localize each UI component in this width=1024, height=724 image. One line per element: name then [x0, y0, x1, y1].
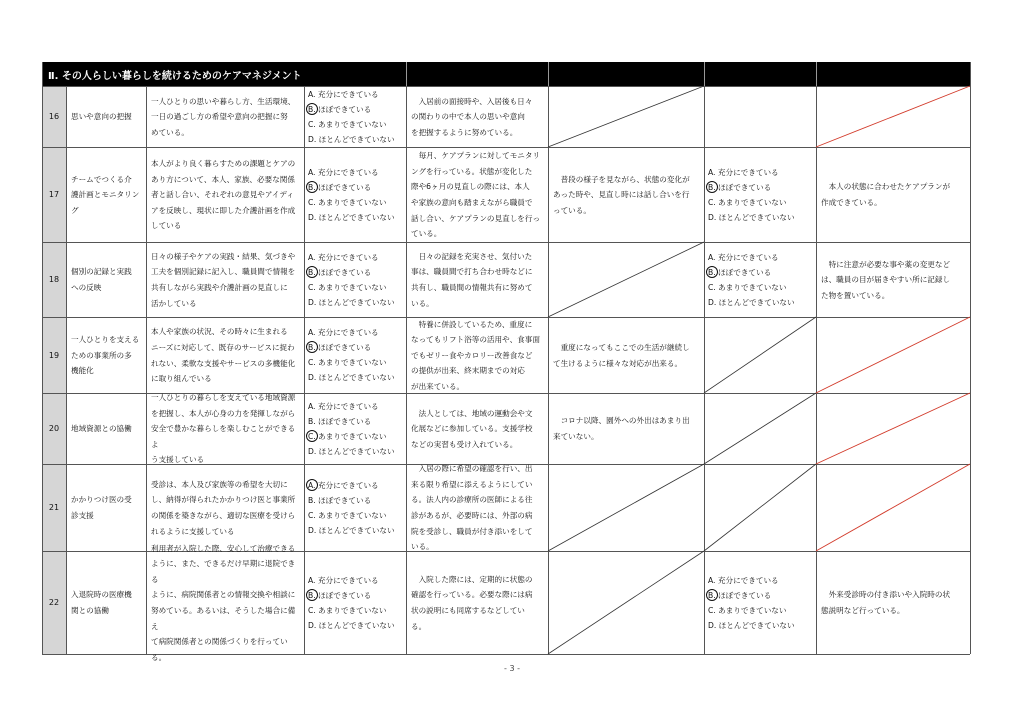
improvement-note [816, 147, 970, 242]
self-comment-text: 日々の記録を充実させ、気付いた 事は、職員間で打ち合わせ時などに 共有し、職員間の情報共有に努めて いる。 [411, 251, 533, 308]
choice-label: C. あまりできていない [708, 605, 787, 615]
choice-label: A. 充分にできている [308, 401, 379, 411]
item-description [146, 147, 304, 242]
self-choice-option [308, 102, 406, 117]
choice-label: A. 充分にできている [708, 167, 779, 177]
not-applicable-slash [548, 464, 704, 551]
choice-label: C. あまりできていない [308, 605, 387, 615]
self-choice-option [308, 370, 406, 385]
self-choice-option [308, 340, 406, 355]
self-evaluation-choice [304, 147, 406, 242]
self-choice-option [308, 265, 406, 280]
choice-label: D. ほとんどできていない [308, 373, 395, 382]
choice-label: D. ほとんどできていない [708, 297, 795, 307]
external-choices [704, 165, 816, 225]
self-choice-option [308, 165, 406, 180]
self-comment-text: 入院した際には、定期的に状態の 確認を行っている。必要な際には病 状の説明にも同席するなどしてい る。 [411, 574, 533, 631]
item-number [42, 551, 66, 654]
not-applicable-slash [548, 242, 704, 317]
choice-label: B. ほぼできている [708, 590, 772, 600]
external-choice-option [708, 618, 816, 633]
item-number-text: 18 [48, 275, 60, 284]
item-description [146, 464, 304, 551]
self-evaluation-comment [406, 242, 548, 317]
self-comment-text: 法人としては、地域の運動会や文 化展などに参加している。支援学校 などの実習も受け入れている。 [411, 408, 533, 449]
item-description [146, 543, 304, 662]
self-choice-option [308, 325, 406, 340]
self-choice-option [308, 588, 406, 603]
item-description-text: 本人や家族の状況、その時々に生まれる ニーズに対応して、既存のサービスに捉わ れない、柔軟な支援やサービスの多機能化 に取り組んでいる [151, 327, 296, 384]
external-choice-option [708, 180, 816, 195]
choice-label: C. あまりできていない [308, 119, 387, 129]
choice-label: A. 充分にできている [308, 252, 379, 262]
choice-label: B. ほぼできている [308, 495, 372, 505]
self-evaluation-comment [406, 464, 548, 551]
self-evaluation-choice [304, 393, 406, 464]
external-choice-option [708, 588, 816, 603]
external-comment-text: コロナ以降、園外への外出はあまり出 来ていない。 [553, 416, 690, 441]
choice-label: D. ほとんどできていない [308, 134, 395, 144]
item-description [146, 242, 304, 317]
selected-circle-mark [306, 181, 318, 193]
self-choice-option [308, 603, 406, 618]
item-title [66, 147, 146, 242]
choice-label: A. 充分にできている [308, 328, 379, 337]
self-comment-text: 特養に併設しているため、重度に なってもリフト浴等の活用や、食事面 でもゼリー食やカロリー改善食など の提供が出来、終末期までの対応 が出来ている。 [411, 319, 540, 391]
not-applicable-red-slash [816, 393, 970, 464]
item-description-text: 受診は、本人及び家族等の希望を大切に し、納得が得られたかかりつけ医と事業所 の関係を築きながら、適切な医療を受けら れるように支援している [151, 479, 296, 536]
not-applicable-red-slash [816, 317, 970, 393]
selected-circle-mark [706, 589, 718, 601]
item-title-text: 個別の記録と実践 への反映 [71, 267, 132, 292]
external-evaluation-choice [704, 551, 816, 654]
self-choice-option [308, 429, 406, 444]
item-number [42, 147, 66, 242]
self-evaluation-comment [406, 393, 548, 464]
self-choice-option [308, 117, 406, 132]
choice-label: A. 充分にできている [708, 252, 779, 262]
item-description-text: 利用者が入院した際、安心して治療できる ように、また、できるだけ早期に退院できる ように、病院関係者との情報交換や相談に 努めている。あるいは、そうした場合に備え て病院関係者との関係づくりを行っている。 [151, 543, 296, 662]
selected-circle-mark [306, 341, 318, 353]
item-description [146, 393, 304, 464]
self-choice-option [308, 195, 406, 210]
choice-label: B. ほぼできている [308, 343, 372, 352]
external-evaluation-comment [548, 147, 704, 242]
choice-label: A. 充分にできている [308, 575, 379, 585]
selected-circle-mark [306, 103, 318, 115]
self-choice-option [308, 210, 406, 225]
choice-label: D. ほとんどできていない [308, 212, 395, 222]
improvement-note-text: 本人の状態に合わせたケアプランが 作成できている。 [821, 182, 951, 207]
self-choices [304, 87, 406, 147]
selected-circle-mark [306, 266, 318, 278]
item-description-text: 一人ひとりの暮らしを支えている地域資源 を把握し、本人が心身の力を発揮しながら 安全で豊かな暮らしを楽しむことができるよ う支援している [151, 393, 296, 465]
not-applicable-slash [704, 317, 816, 393]
choice-label: D. ほとんどできていない [308, 297, 395, 307]
choice-label: C. あまりできていない [308, 282, 387, 292]
choice-label: D. ほとんどできていない [308, 446, 395, 456]
self-evaluation-choice [304, 86, 406, 147]
external-comment-text: 普段の様子を見ながら、状態の変化が あった時や、見直し時には話し合いを行 っている。 [553, 174, 690, 215]
self-choices [304, 573, 406, 633]
external-choices [704, 573, 816, 633]
item-number-text: 20 [48, 424, 60, 433]
item-description-text: 一人ひとりの思いや暮らし方、生活環境、 一日の過ごし方の希望や意向の把握に努 めている。 [151, 96, 296, 137]
external-evaluation-choice [704, 147, 816, 242]
selected-circle-mark [306, 589, 318, 601]
external-choice-option [708, 280, 816, 295]
item-title [66, 317, 146, 393]
self-evaluation-choice [304, 317, 406, 393]
choice-label: C. あまりできていない [308, 197, 387, 207]
choice-label: B. ほぼできている [308, 416, 372, 426]
item-number-text: 22 [48, 598, 60, 607]
self-choice-option [308, 280, 406, 295]
external-choice-option [708, 265, 816, 280]
item-title [66, 393, 146, 464]
external-evaluation-comment [548, 317, 704, 393]
item-title-text: かかりつけ医の受 診支援 [71, 495, 132, 520]
self-choice-option [308, 295, 406, 310]
self-choice-option [308, 618, 406, 633]
item-title-text: チームでつくる介 護計画とモニタリン グ [71, 174, 140, 215]
selected-circle-mark [306, 430, 318, 442]
external-choice-option [708, 250, 816, 265]
item-title-text: 思いや意向の把握 [71, 112, 132, 122]
improvement-note-text: 特に注意が必要な事や薬の変更など は、職員の目が届きやすい所に記録し た物を置いている。 [821, 259, 951, 300]
choice-label: B. ほぼできている [308, 267, 372, 277]
not-applicable-slash [548, 551, 704, 654]
not-applicable-red-slash [816, 86, 970, 147]
item-title-text: 一人ひとりを支える ための事業所の多 機能化 [71, 335, 140, 376]
self-choice-option [308, 478, 406, 493]
choice-label: C. あまりできていない [308, 431, 387, 441]
item-title [66, 242, 146, 317]
self-choice-option [308, 508, 406, 523]
choice-label: A. 充分にできている [308, 480, 379, 490]
external-choice-option [708, 295, 816, 310]
self-comment-text: 入居前の面接時や、入居後も日々 の関わりの中で本人の思いや意向 を把握するように努めている。 [411, 96, 533, 137]
self-choice-option [308, 573, 406, 588]
page-number: - 3 - [504, 664, 520, 673]
item-description [146, 317, 304, 393]
improvement-note [816, 551, 970, 654]
item-number [42, 242, 66, 317]
improvement-note-text: 外来受診時の付き添いや入院時の状 態説明など行っている。 [821, 590, 951, 615]
choice-label: C. あまりできていない [708, 197, 787, 207]
self-comment-text: 毎月、ケアプランに対してモニタリ ングを行っている。状態が変化した 際や6ヶ月の見直しの際には、本人 や家族の意向も踏まえながら職員で 話し合い、ケアプランの見直しを行っ ている。 [411, 151, 541, 239]
choice-label: D. ほとんどできていない [308, 525, 395, 535]
self-choices [304, 325, 406, 385]
choice-label: B. ほぼできている [308, 182, 372, 192]
choice-label: B. ほぼできている [708, 267, 772, 277]
self-evaluation-choice [304, 242, 406, 317]
item-number [42, 317, 66, 393]
item-number [42, 86, 66, 147]
item-description-text: 日々の様子やケアの実践・結果、気づきや 工夫を個別記録に記入し、職員間で情報を 共有しながら実践や介護計画の見直しに 活かしている [151, 251, 296, 308]
choice-label: C. あまりできていない [308, 510, 387, 520]
self-choice-option [308, 414, 406, 429]
selected-circle-mark [706, 266, 718, 278]
external-choice-option [708, 573, 816, 588]
choice-label: B. ほぼできている [708, 182, 772, 192]
self-choices [304, 399, 406, 459]
self-choice-option [308, 444, 406, 459]
self-evaluation-comment [406, 317, 548, 393]
not-applicable-slash [704, 464, 816, 551]
choice-label: D. ほとんどできていない [708, 620, 795, 630]
item-title-text: 入退院時の医療機 関との協働 [71, 590, 132, 615]
self-choice-option [308, 399, 406, 414]
evaluation-sheet [42, 62, 970, 662]
self-choice-option [308, 250, 406, 265]
item-number-text: 17 [48, 190, 60, 199]
choice-label: B. ほぼできている [308, 104, 372, 114]
external-comment-text: 重度になってもここでの生活が継続し て生けるように様々な対応が出来る。 [553, 342, 690, 368]
item-number-text: 21 [48, 503, 60, 512]
self-choice-option [308, 180, 406, 195]
choice-label: B. ほぼできている [308, 590, 372, 600]
choice-label: A. 充分にできている [308, 167, 379, 177]
self-evaluation-comment [406, 86, 548, 147]
self-evaluation-comment [406, 551, 548, 654]
item-number-text: 16 [48, 112, 60, 121]
self-evaluation-choice [304, 551, 406, 654]
item-title [66, 86, 146, 147]
choice-label: A. 充分にできている [308, 89, 379, 99]
self-choices [304, 250, 406, 310]
external-evaluation-choice [704, 242, 816, 317]
not-applicable-slash [704, 393, 816, 464]
item-title [66, 551, 146, 654]
item-number [42, 393, 66, 464]
item-number [42, 464, 66, 551]
not-applicable-slash [548, 86, 704, 147]
item-description-text: 本人がより良く暮らすための課題とケアの あり方について、本人、家族、必要な関係 者と話し合い、それぞれの意見やアイディ アを反映し、現状に即した介護計画を作成 している [151, 159, 296, 231]
self-choice-option [308, 523, 406, 538]
choice-label: A. 充分にできている [708, 575, 779, 585]
external-choice-option [708, 165, 816, 180]
choice-label: D. ほとんどできていない [708, 212, 795, 222]
self-choices [304, 165, 406, 225]
improvement-note [816, 242, 970, 317]
self-choice-option [308, 355, 406, 370]
choice-label: D. ほとんどできていない [308, 620, 395, 630]
self-evaluation-choice [304, 464, 406, 551]
external-choice-option [708, 603, 816, 618]
not-applicable-red-slash [816, 464, 970, 551]
choice-label: C. あまりできていない [308, 358, 387, 367]
item-title [66, 464, 146, 551]
self-evaluation-comment [406, 147, 548, 242]
self-choice-option [308, 493, 406, 508]
selected-circle-mark [306, 479, 318, 491]
section-title: Ⅱ. その人らしい暮らしを続けるためのケアマネジメント [48, 71, 302, 82]
item-title-text: 地域資源との協働 [71, 424, 132, 434]
external-choice-option [708, 210, 816, 225]
selected-circle-mark [706, 181, 718, 193]
self-choices [304, 478, 406, 538]
external-evaluation-comment [548, 393, 704, 464]
item-description [146, 86, 304, 147]
external-choice-option [708, 195, 816, 210]
self-choice-option [308, 132, 406, 147]
self-choice-option [308, 87, 406, 102]
external-choices [704, 250, 816, 310]
choice-label: C. あまりできていない [708, 282, 787, 292]
self-comment-text: 入居の際に希望の確認を行い、出 来る限り希望に添えるようにしてい る。法人内の診療所の医師による往 診があるが、必要時には、外部の病 院を受診し、職員が付き添いをして いる。 [411, 464, 533, 552]
item-number-text: 19 [48, 350, 60, 360]
